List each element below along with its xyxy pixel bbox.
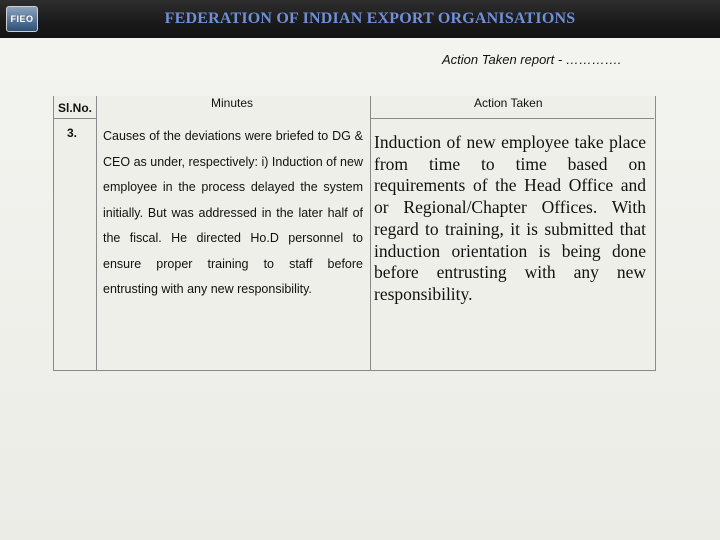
- column-header-slno: Sl.No.: [58, 101, 93, 115]
- row-minutes-text: Causes of the deviations were briefed to DG & CEO as under, respectively: i) Induction of new employee in the process delayed the system initially. But was addressed in the later half of the fiscal. He directed Ho.D personnel to ensure proper training to staff before entrusting with any new responsibility.: [103, 129, 363, 296]
- column-divider-2: [370, 96, 371, 370]
- report-subtitle: Action Taken report - ………….: [442, 52, 622, 67]
- column-header-minutes: Minutes: [211, 96, 254, 110]
- row-action-taken-text: Induction of new employee take place from time to time based on requirements of the Head Office and or Regional/Chapter Offices. With regard to training, it is submitted that induction orientation is being done before entrusting with any new responsibility.: [374, 132, 646, 304]
- column-header-action-taken: Action Taken: [474, 96, 543, 110]
- row-slno: 3.: [67, 126, 78, 140]
- header-divider-slno: [53, 118, 96, 119]
- page-title: FEDERATION OF INDIAN EXPORT ORGANISATIONS: [164, 10, 576, 27]
- column-divider-1: [96, 96, 97, 370]
- logo-text: FIEO: [10, 14, 34, 24]
- header-divider-action: [370, 118, 654, 119]
